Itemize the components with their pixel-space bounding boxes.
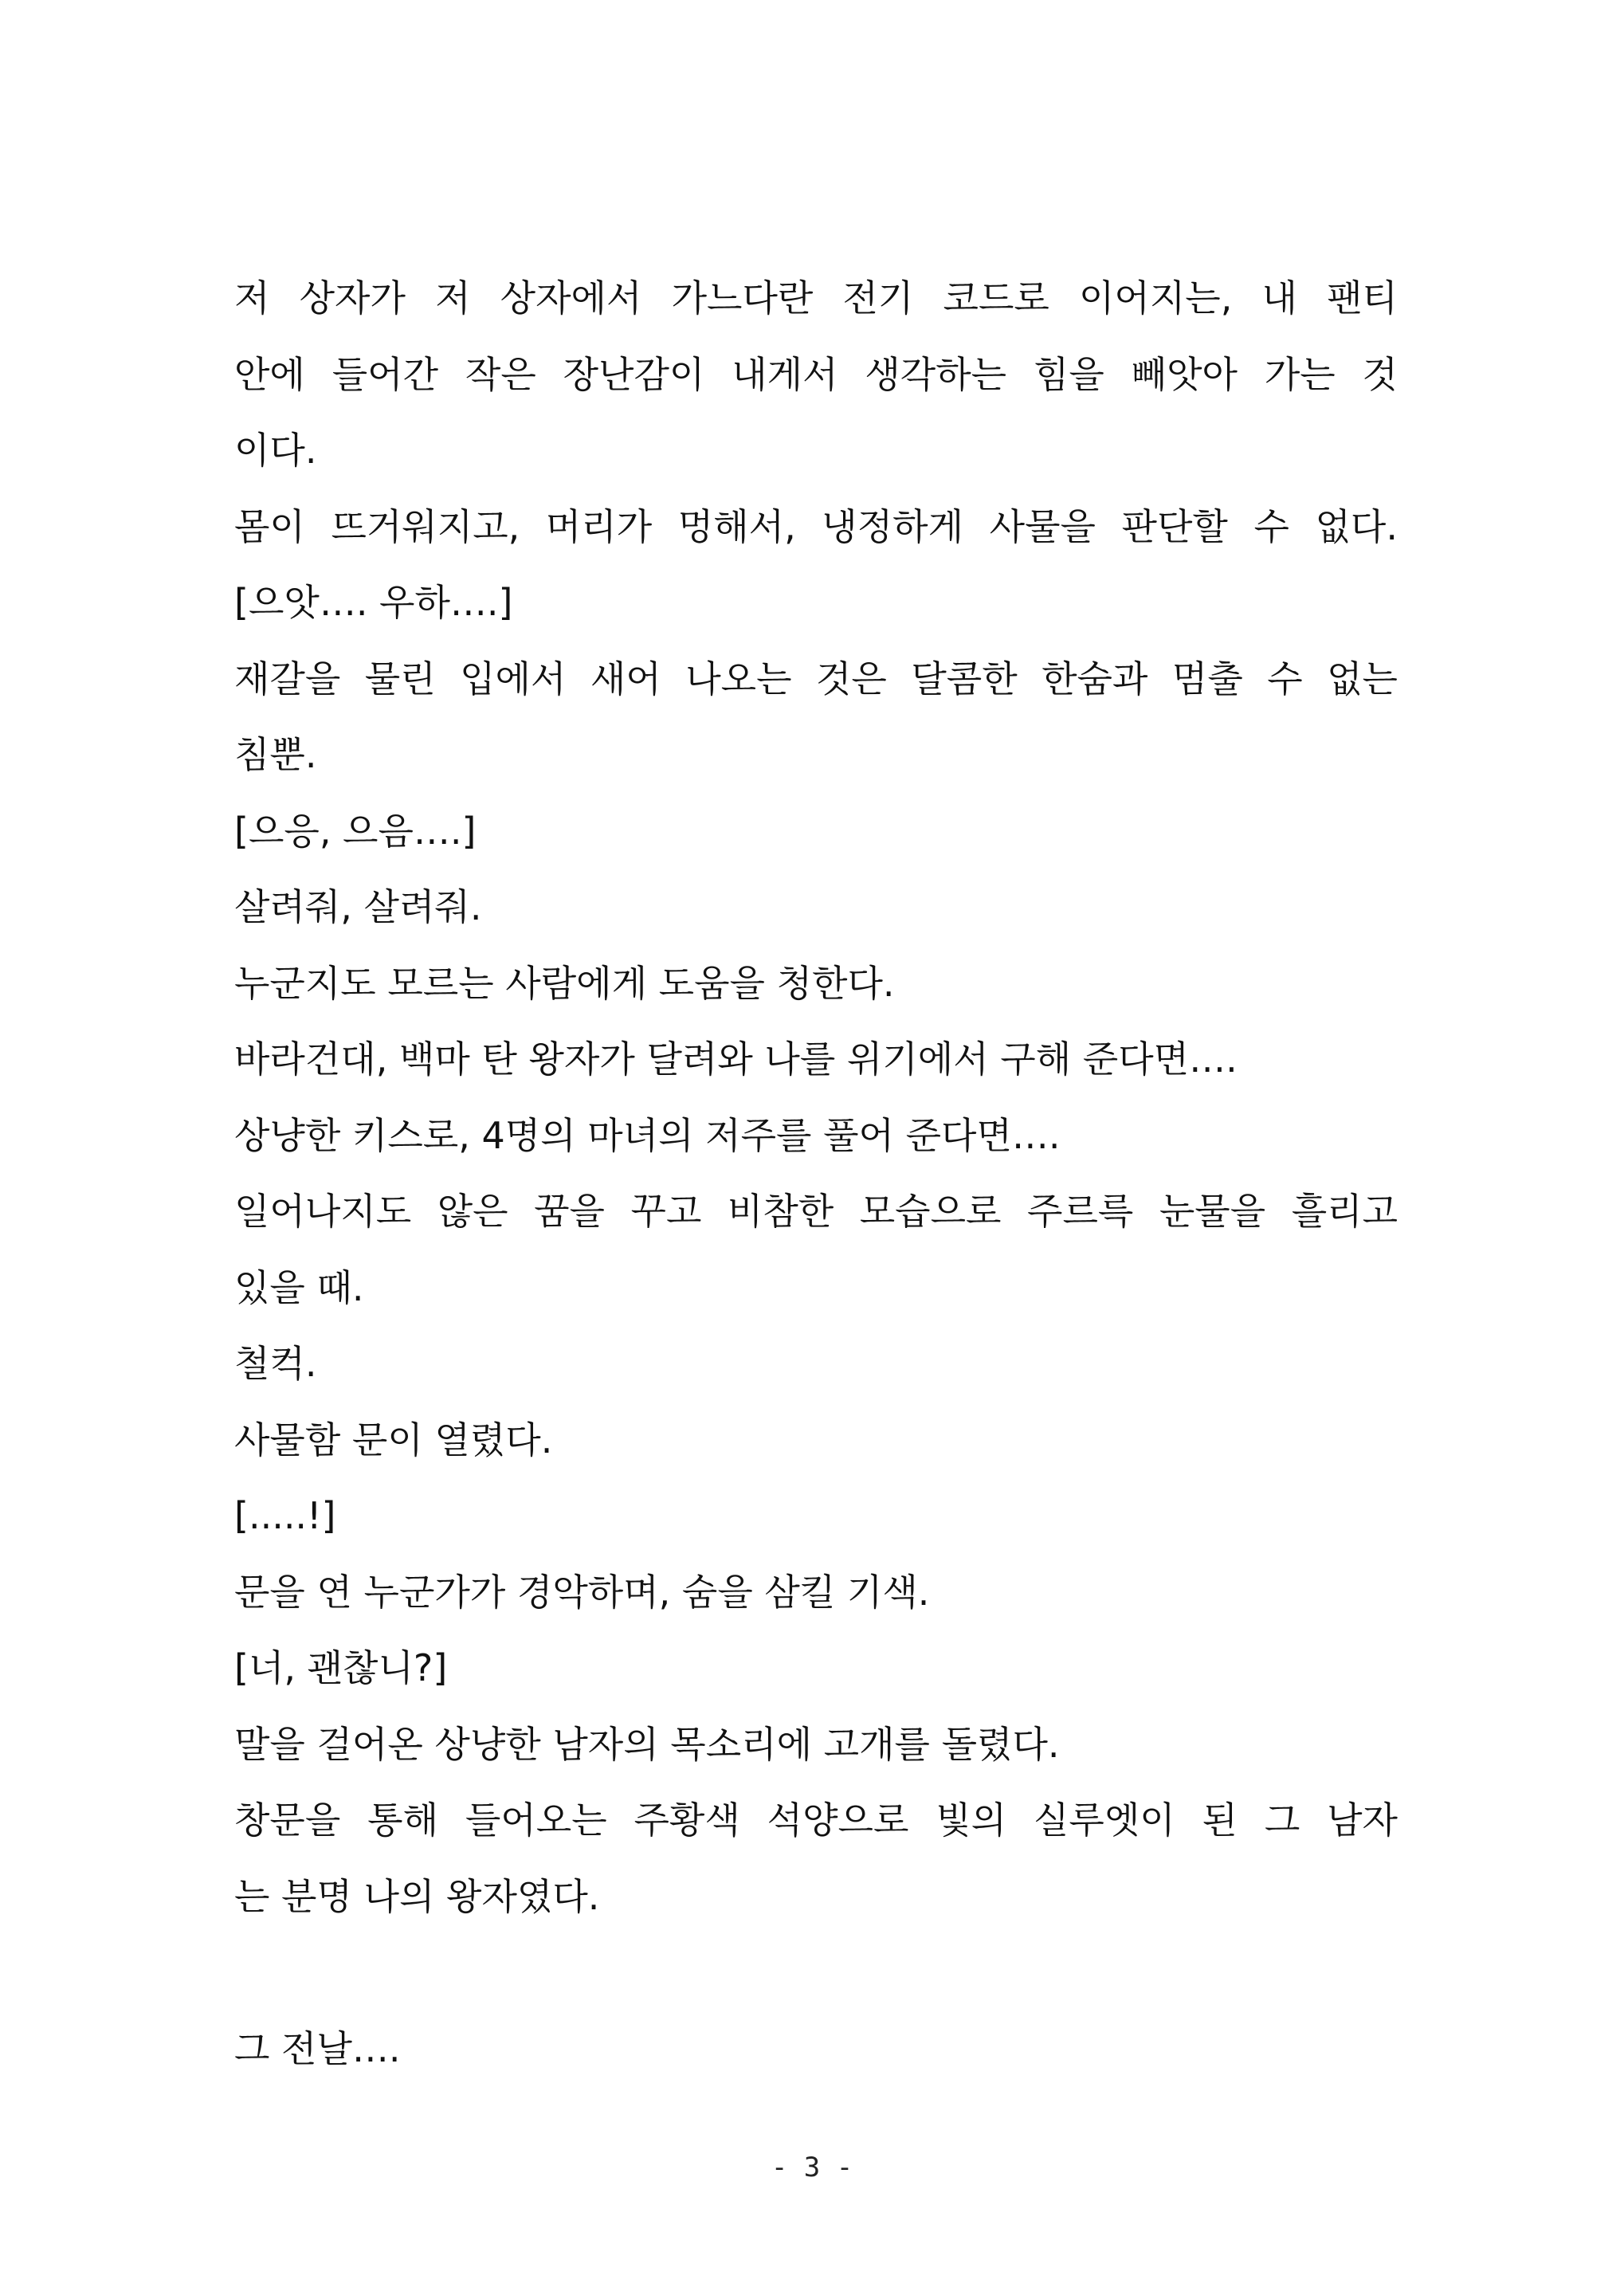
text-line: 살려줘, 살려줘.	[234, 885, 482, 928]
text-line: 몸이 뜨거워지고, 머리가 멍해서, 냉정하게 사물을 판단할 수 없다.	[234, 504, 1398, 548]
text-line: 일어나지도 않은 꿈을 꾸고 비참한 모습으로 주르륵 눈물을 흘리고	[234, 1190, 1398, 1233]
text-line: [으응, 으음….]	[234, 809, 477, 853]
text-line: 상냥한 키스로, 4명의 마녀의 저주를 풀어 준다면….	[234, 1113, 1061, 1157]
text-line: 누군지도 모르는 사람에게 도움을 청한다.	[234, 961, 895, 1005]
text-line: 그 전날….	[234, 2026, 401, 2070]
text-line: 사물함 문이 열렸다.	[234, 1418, 553, 1461]
text-line: 말을 걸어온 상냥한 남자의 목소리에 고개를 돌렸다.	[234, 1722, 1060, 1766]
text-line: 안에 들어간 작은 장난감이 내게서 생각하는 힘을 빼앗아 가는 것	[234, 352, 1398, 396]
text-line: 이다.	[234, 429, 317, 472]
text-line: [너, 괜찮니?]	[234, 1646, 448, 1689]
text-line: 있을 때.	[234, 1265, 364, 1309]
text-line: 침뿐.	[234, 733, 317, 776]
blank-line	[234, 1935, 1398, 2011]
text-line: 재갈을 물린 입에서 새어 나오는 것은 달콤한 한숨과 멈출 수 없는	[234, 657, 1398, 700]
text-line: [으앗…. 우하….]	[234, 581, 513, 624]
text-line: 문을 연 누군가가 경악하며, 숨을 삼킬 기색.	[234, 1570, 930, 1614]
text-line: 바라건대, 백마 탄 왕자가 달려와 나를 위기에서 구해 준다면….	[234, 1038, 1238, 1081]
text-line: [.....!]	[234, 1494, 336, 1537]
page-number: - 3 -	[771, 2152, 853, 2183]
text-line: 창문을 통해 들어오는 주황색 석양으로 빛의 실루엣이 된 그 남자	[234, 1799, 1398, 1842]
text-line: 는 분명 나의 왕자였다.	[234, 1874, 600, 1918]
text-line: 철컥.	[234, 1342, 317, 1385]
text-line: 저 상자가 저 상자에서 가느다란 전기 코드로 이어지는, 내 팬티	[234, 277, 1398, 320]
body-text	[234, 261, 1398, 2087]
